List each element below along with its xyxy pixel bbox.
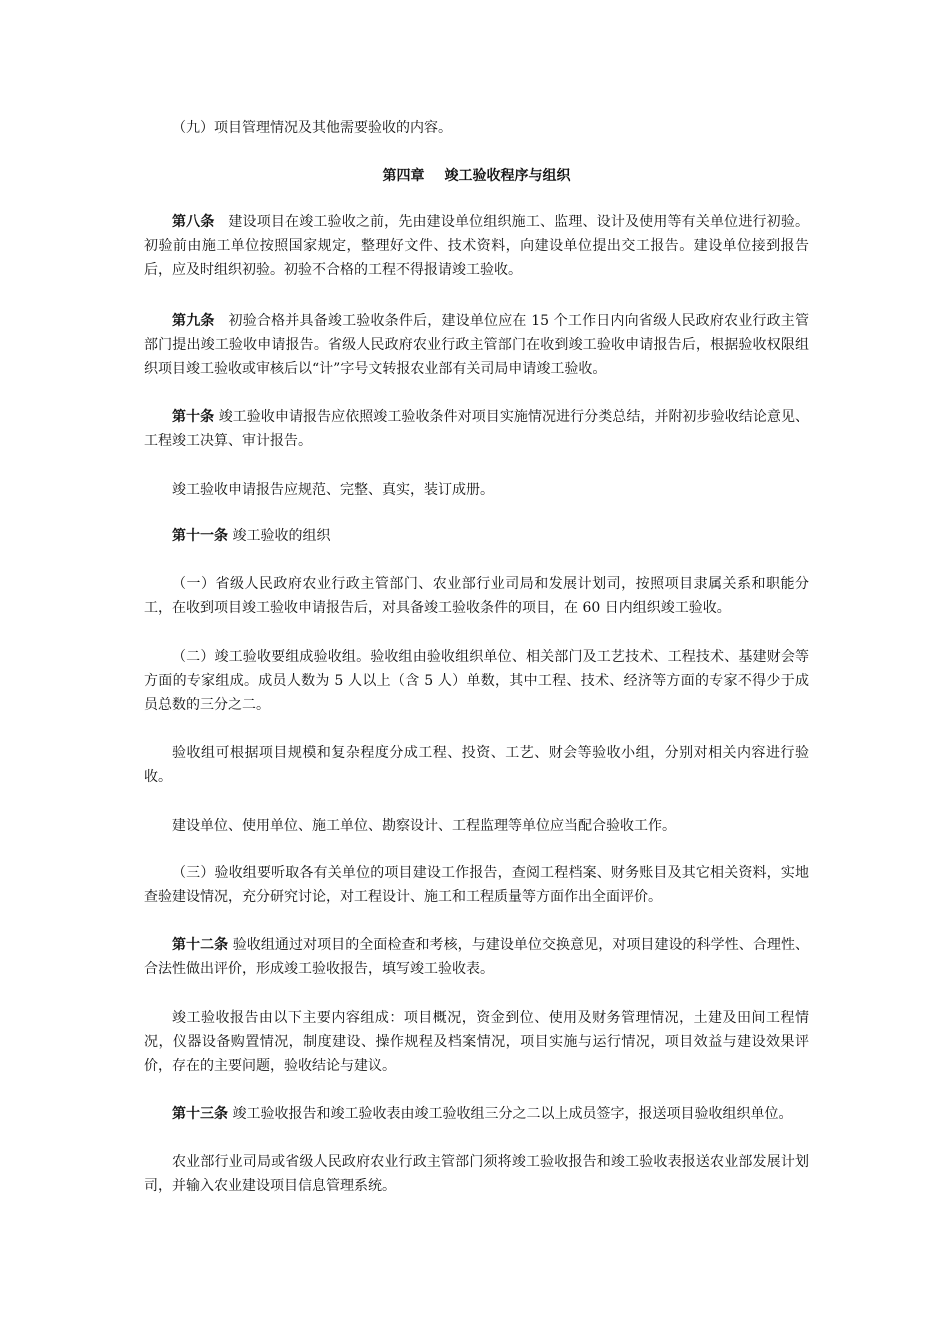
article-13-label: 第十三条 (172, 1106, 228, 1122)
article-12-paragraph (144, 933, 809, 981)
article-12-label: 第十二条 (172, 937, 229, 953)
article-10-paragraph (144, 405, 809, 453)
item-9-text: （九）项目管理情况及其他需要验收的内容。 (172, 120, 452, 136)
article-10-label: 第十条 (172, 409, 215, 425)
article-10-para2 (144, 478, 809, 502)
article-11-text: 竣工验收的组织 (232, 528, 331, 544)
chapter-number: 第四章 (382, 168, 425, 184)
chapter-title: 竣工验收程序与组织 (444, 168, 571, 184)
article-11-item-1-text: （一）省级人民政府农业行政主管部门、农业部行业司局和发展计划司，按照项目隶属关系和职能分工，在收到项目竣工验收申请报告后，对具备竣工验收条件的项目，在 60 日内组织竣工验收。 (144, 576, 809, 616)
article-12-para2-text: 竣工验收报告由以下主要内容组成：项目概况，资金到位、使用及财务管理情况，土建及田间工程情况，仪器设备购置情况，制度建设、操作规程及档案情况，项目实施与运行情况，项目效益与建设效果评价，存在的主要问题，验收结论与建议。 (144, 1010, 809, 1074)
article-11-item-3 (144, 861, 809, 909)
article-11-item-1 (144, 572, 809, 620)
article-10-text: 竣工验收申请报告应依照竣工验收条件对项目实施情况进行分类总结，并附初步验收结论意见、工程竣工决算、审计报告。 (144, 409, 810, 449)
chapter-heading (144, 164, 809, 188)
article-12-para2 (144, 1006, 809, 1078)
article-13-text: 竣工验收报告和竣工验收表由竣工验收组三分之二以上成员签字，报送项目验收组织单位。 (232, 1106, 793, 1122)
article-11-units-paragraph (144, 814, 809, 838)
article-13-paragraph (144, 1102, 809, 1126)
article-9-text: 初验合格并具备竣工验收条件后，建设单位应在 15 个工作日内向省级人民政府农业行政主管部门提出竣工验收申请报告。省级人民政府农业行政主管部门在收到竣工验收申请报告后，根据验收权限组织项目竣工验收或审核后以“计”字号文转报农业部有关司局申请竣工验收。 (144, 313, 810, 377)
article-11-label: 第十一条 (172, 528, 228, 544)
article-11-item-2-text: （二）竣工验收要组成验收组。验收组由验收组织单位、相关部门及工艺技术、工程技术、基建财会等方面的专家组成。成员人数为 5 人以上（含 5 人）单数，其中工程、技术、经济等方面的专家不得少于成员总数的三分之二。 (144, 649, 809, 713)
article-12-text: 验收组通过对项目的全面检查和考核，与建设单位交换意见，对项目建设的科学性、合理性、合法性做出评价，形成竣工验收报告，填写竣工验收表。 (144, 937, 810, 977)
item-9-paragraph (144, 116, 809, 140)
article-8-paragraph (144, 210, 809, 282)
article-13-para2 (144, 1150, 809, 1198)
article-11-heading (144, 524, 809, 548)
article-11-subgroups-paragraph (144, 741, 809, 789)
article-9-paragraph (144, 309, 809, 381)
article-8-text: 建设项目在竣工验收之前，先由建设单位组织施工、监理、设计及使用等有关单位进行初验。初验前由施工单位按照国家规定，整理好文件、技术资料，向建设单位提出交工报告。建设单位接到报告后，应及时组织初验。初验不合格的工程不得报请竣工验收。 (144, 214, 810, 278)
article-13-para2-text: 农业部行业司局或省级人民政府农业行政主管部门须将竣工验收报告和竣工验收表报送农业部发展计划司，并输入农业建设项目信息管理系统。 (144, 1154, 809, 1194)
article-10-para2-text: 竣工验收申请报告应规范、完整、真实，装订成册。 (172, 482, 494, 498)
article-11-item-2 (144, 645, 809, 717)
article-8-label: 第八条 (172, 214, 215, 230)
article-11-units-text: 建设单位、使用单位、施工单位、勘察设计、工程监理等单位应当配合验收工作。 (172, 818, 676, 834)
article-11-item-3-text: （三）验收组要听取各有关单位的项目建设工作报告，查阅工程档案、财务账目及其它相关资料，实地查验建设情况，充分研究讨论，对工程设计、施工和工程质量等方面作出全面评价。 (144, 865, 809, 905)
article-9-label: 第九条 (172, 313, 215, 329)
article-11-subgroups-text: 验收组可根据项目规模和复杂程度分成工程、投资、工艺、财会等验收小组，分别对相关内容进行验收。 (144, 745, 809, 785)
